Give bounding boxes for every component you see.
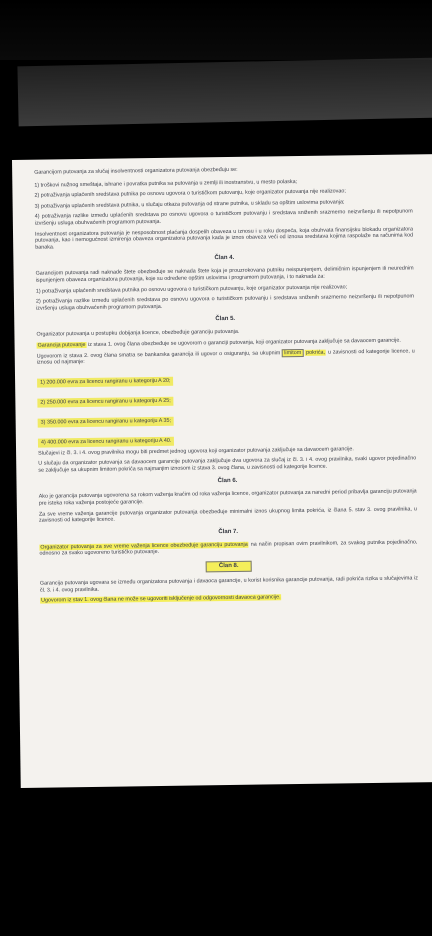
paragraph-text: u zavisnosti od kategorije licence, u iznosu od najmanje:: [36, 347, 415, 366]
intro-paragraph: Garancijom putovanja za slučaj insolventnosti organizatora putovanja obezbeđuju se:: [34, 166, 238, 176]
article-5-heading: Član 5.: [215, 316, 236, 323]
paragraph-text: na način propisan ovim pravilnikom, za svakog putnika pojedinačno, odnosno za svako ugovoreno turističko putovanje.: [39, 539, 418, 558]
paragraph-text: iz stava 1. ovog člana obezbeđuje se ugovorom o garanciji putovanja, koji organizator putovanja zaključuje sa davaocem garancije.: [86, 337, 401, 348]
article-6-heading: Član 6.: [217, 478, 238, 485]
amount-item: 4) 400.000 evra za licencu rangiranu u kategoriju A 40.: [38, 436, 174, 447]
amount-item: 1) 200.000 evra za licencu rangiranu u kategoriju A 20;: [37, 376, 173, 387]
list-item: 1) potraživanja uplaćenih sredstava putnika po osnovu ugovora o turističkom putovanju, koje organizator putovanja nije realizovao;: [35, 283, 348, 295]
article-8-heading: Član 8.: [206, 561, 252, 573]
document-page: [12, 154, 432, 788]
paper-edge-above: [17, 58, 432, 127]
paragraph-text: Ugovorom iz stava 2. ovog člana smatra se bankarska garancija ili ugovor o osiguranju, sa ukupnim: [36, 349, 283, 360]
highlighted-text: limitom: [282, 348, 303, 356]
document-body: [34, 164, 418, 608]
article-5-paragraph-4: Slučajevi iz čl. 3. i 4. ovog pravilnika mogu biti predmet jednog ugovora koji organizator putovanja zaključuje sa davaocem garancije.: [38, 445, 354, 457]
amount-item: 3) 350.000 evra za licencu rangiranu u kategoriju A 35;: [38, 416, 174, 427]
list-item: 2) potraživanja razlike između uplaćenih sredstava po osnovu ugovora o turističkom putovanju i sredstava sniženih srazmerno neizvršenju ili nepotpunom izvršenju usluga obuhvaćenih programom putovanja.: [35, 293, 414, 312]
amount-item: 2) 250.000 evra za licencu rangiranu u kategoriju A 25;: [37, 396, 173, 407]
insolvency-paragraph: Insolventnost organizatora putovanja je nesposobnost plaćanja dospelih obaveza u iznosu i u roku dospeća, koja obuhvata finansijsku blokadu organizatora putovanja, kao i nemogućnost izmirenja obaveza organizatora putovanja kada je iznos obaveza veći od iznosa sredstava kojima raspolaže na računima kod banaka.: [34, 225, 414, 251]
article-4-paragraph: Garancijom putovanja radi naknade štete obezbeđuje se naknada štete koja je prouzrokovana putniku neispunjenjem, delimičnim ispunjenjem ili neurednim ispunjenjem obaveza organizatora putovanja, koje su određene opštim uslovima i programom putovanja, i to naknada za:: [35, 265, 414, 284]
article-5-paragraph-2: [37, 337, 415, 349]
article-5-paragraph-3: [37, 348, 415, 366]
article-5-paragraph-5: U slučaju da organizator putovanja sa davaocem garancije putovanja zaključuje dva ugovora za slučaj iz čl. 3. i 4. ovog pravilnika, svaki ugovor pojedinačno se zaključuje sa ukupnim limitom pokrića sa najmanjim iznosom iz stava 3. ovog člana, u zavisnosti od kategorije licence.: [38, 455, 417, 474]
article-6-paragraph-1: Ako je garancija putovanja ugovorena sa rokom važenja kraćim od roka važenja licence, organizator putovanja za naredni period pribavlja garanciju putovanja pre isteka roka važenja postojeće garancije.: [38, 488, 417, 507]
list-item: 4) potraživanja razlike između uplaćenih sredstava po osnovu ugovora o turističkom putovanju i sredstava sniženih srazmerno neizvršenju ili nepotpunom izvršenju usluga obuhvaćenih programom putovanja.: [34, 208, 413, 227]
article-7-paragraph: [39, 539, 417, 557]
article-8-paragraph-2: [40, 593, 418, 605]
article-5-paragraph-1: Organizator putovanja u postupku dobijanja licence, obezbeđuje garanciju putovanja.: [36, 329, 240, 338]
list-item: 1) troškovi nužnog smeštaja, ishrane i povratka putnika sa putovanja u zemlji ili inostranstvu, u mesto polaska;: [34, 178, 298, 189]
highlighted-text: Garancija putovanje: [37, 341, 86, 349]
photo-dark-bottom: [0, 800, 432, 936]
list-item: 2) potraživanja uplaćenih sredstava putnika po osnovu ugovora o turističkom putovanju, koje organizator putovanja nije realizovao;: [34, 188, 346, 199]
article-4-heading: Član 4.: [214, 255, 235, 262]
list-item: 3) potraživanja uplaćenih sredstava putnika, u slučaju otkaza putovanja od strane putnika, u skladu sa opštim uslovima putovanja;: [34, 199, 345, 210]
article-7-heading: Član 7.: [218, 528, 239, 535]
photo-dark-top: [0, 0, 432, 60]
article-8-paragraph-1: Garancija putovanja ugovara se između organizatora putovanja i davaoca garancije, u korist korisnika garancije putovanja, radi pokrića rizika u slučajevima iz čl. 3. i 4. ovog pravilnika.: [39, 575, 418, 594]
highlighted-text: Ugovorom iz stav 1. ovog člana ne može se ugovoriti isključenje od odgovornosti davaoca garancije.: [41, 594, 281, 604]
article-6-paragraph-2: Za sve vreme važenja garancije putovanja organizator putovanja obezbeđuje minimalni iznos ukupnog limita pokrića, iz člana 5. stav 3. ovog pravilnika, u zavisnosti od kategorije licence.: [38, 506, 417, 524]
amount-list: [37, 365, 416, 450]
highlighted-text: Organizator putovanja za sve vreme važenja licence obezbeđuje garanciju putovanja: [40, 541, 248, 551]
highlighted-text: pokrića,: [306, 349, 326, 356]
